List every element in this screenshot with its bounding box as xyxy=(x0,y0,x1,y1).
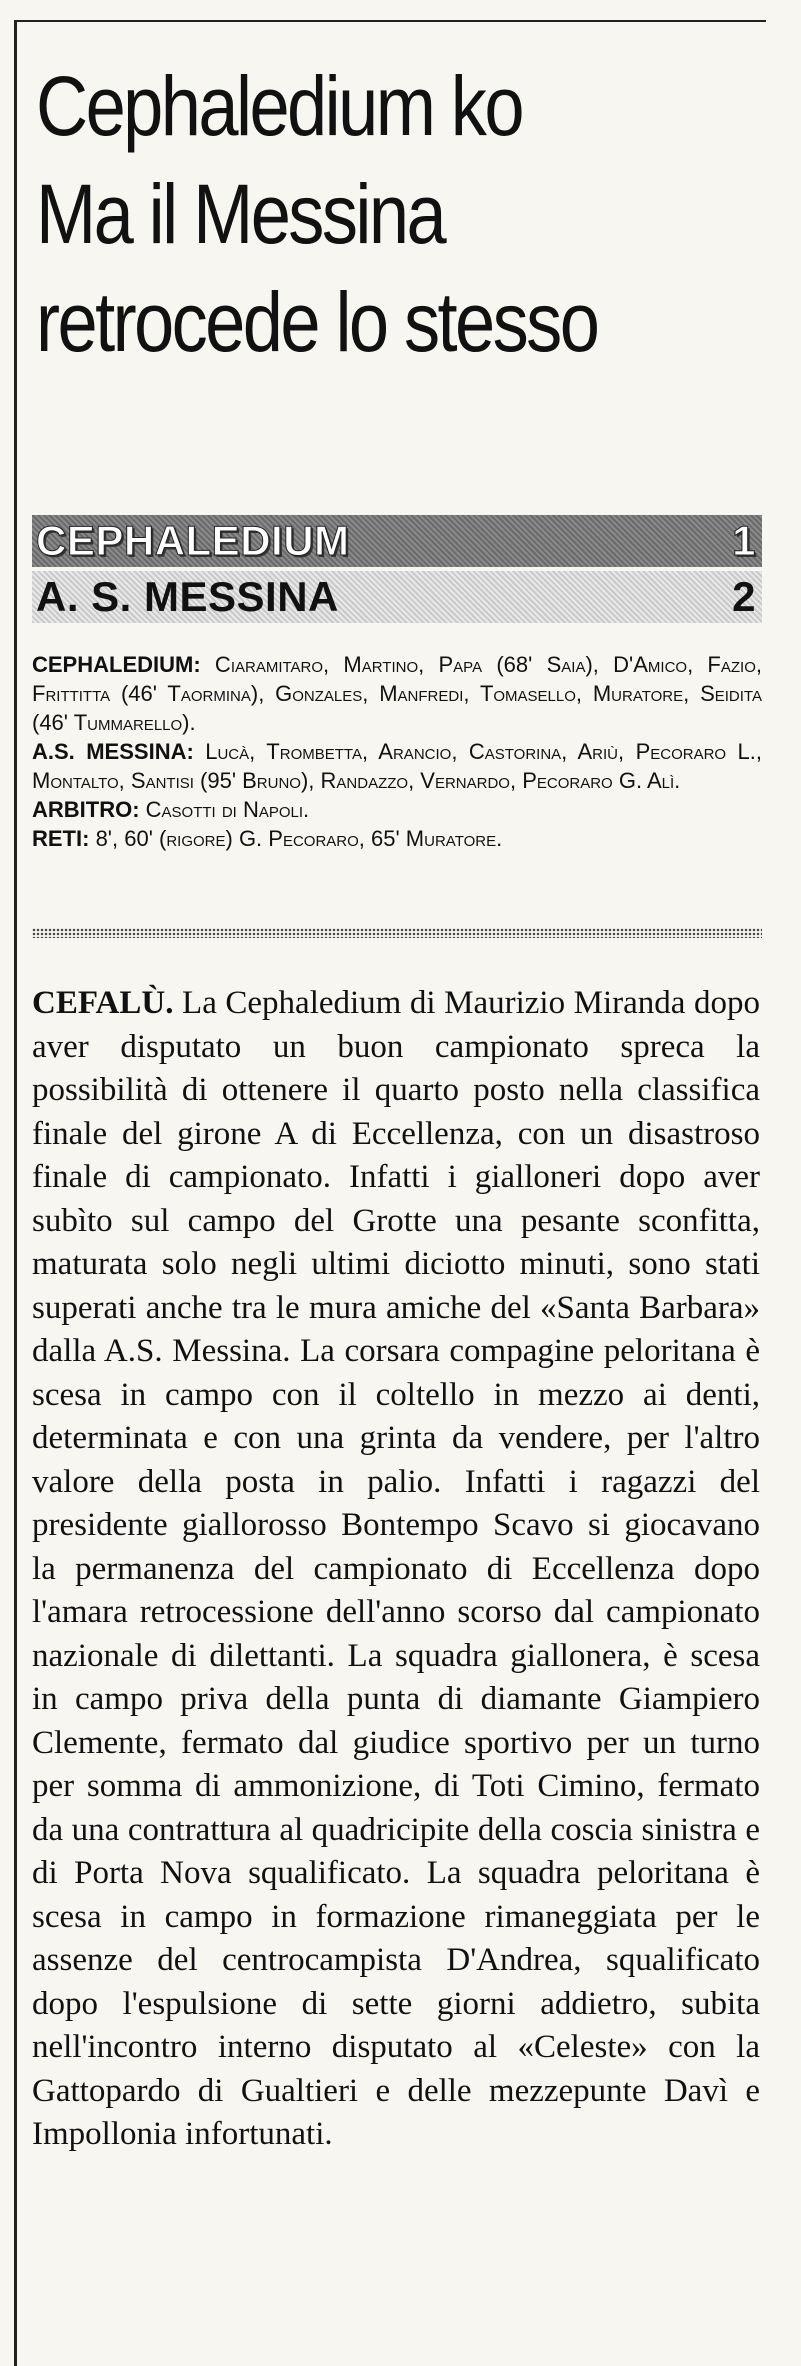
home-lineup xyxy=(32,650,762,737)
home-team-name: CEPHALEDIUM xyxy=(36,517,350,564)
match-lineups xyxy=(32,650,762,853)
article-paragraph xyxy=(32,982,760,2157)
away-lineup xyxy=(32,737,762,795)
referee-line xyxy=(32,795,762,824)
article-text: La Cephaledium di Maurizio Miranda dopo aver disputato un buon campionato spreca la possibilità di ottenere il quarto posto nella classifica finale del girone A di Eccellenza, con un disastroso finale di campionato. Infatti i gialloneri dopo aver subìto sul campo del Grotte una pesante sconfitta, maturata solo negli ultimi diciotto minuti, sono stati superati anche tra le mura amiche del «Santa Barbara» dalla A.S. Messina. La corsara compagine peloritana è scesa in campo con il coltello in mezzo ai denti, determinata e con una grinta da vendere, per l'altro valore della posta in palio. Infatti i ragazzi del presidente giallorosso Bontempo Scavo si giocavano la permanenza del campionato di Eccellenza dopo l'amara retrocessione dell'anno scorso dal campionato nazionale di dilettanti. La squadra giallonera, è scesa in campo priva della punta di diamante Giampiero Clemente, fermato dal giudice sportivo per un turno per somma di ammonizione, di Toti Cimino, fermato da una contrattura al quadricipite della coscia sinistra e di Porta Nova squalificato. La squadra peloritana è scesa in campo in formazione rimaneggiata per le assenze del centrocampista D'Andrea, squalificato dopo l'espulsione di sette giorni addietro, subita nell'incontro interno disputato al «Celeste» con la Gattopardo di Gualtieri e delle mezzepunte Davì e Impollonia infortunati. xyxy=(32,985,760,2152)
goals-line xyxy=(32,824,762,853)
article-dateline: CEFALÙ. xyxy=(32,985,174,1021)
home-team-score: 1 xyxy=(732,517,756,564)
headline-line-3: retrocede lo stesso xyxy=(36,275,598,369)
referee-label: ARBITRO: xyxy=(32,797,140,822)
scoreboard-home-row xyxy=(32,515,762,567)
away-lineup-label: A.S. MESSINA: xyxy=(32,739,194,764)
headline xyxy=(36,52,672,376)
headline-line-1: Cephaledium ko xyxy=(36,59,522,153)
goals-detail: 8', 60' (rigore) G. Pecoraro, 65' Muratore. xyxy=(89,826,503,851)
away-team-score: 2 xyxy=(732,573,756,620)
article-body xyxy=(32,982,760,2157)
home-lineup-players: Ciaramitaro, Martino, Papa (68' Saia), D'Amico, Fazio, Frittitta (46' Taormina), Gonzales, Manfredi, Tomasello, Muratore, Seidita (46' Tummarello). xyxy=(32,652,762,735)
left-column-rule xyxy=(14,20,17,2366)
referee-name: Casotti di Napoli. xyxy=(139,797,310,822)
away-lineup-players: Lucà, Trombetta, Arancio, Castorina, Ariù, Pecoraro L., Montalto, Santisi (95' Bruno), Randazzo, Vernardo, Pecoraro G. Alì. xyxy=(32,739,762,793)
headline-line-2: Ma il Messina xyxy=(36,167,445,261)
goals-label: RETI: xyxy=(32,826,90,851)
top-column-rule xyxy=(14,20,766,22)
dotted-divider xyxy=(32,928,762,938)
away-team-name: A. S. MESSINA xyxy=(36,573,339,620)
scoreboard xyxy=(32,515,762,623)
scoreboard-away-row xyxy=(32,571,762,623)
home-lineup-label: CEPHALEDIUM: xyxy=(32,652,201,677)
